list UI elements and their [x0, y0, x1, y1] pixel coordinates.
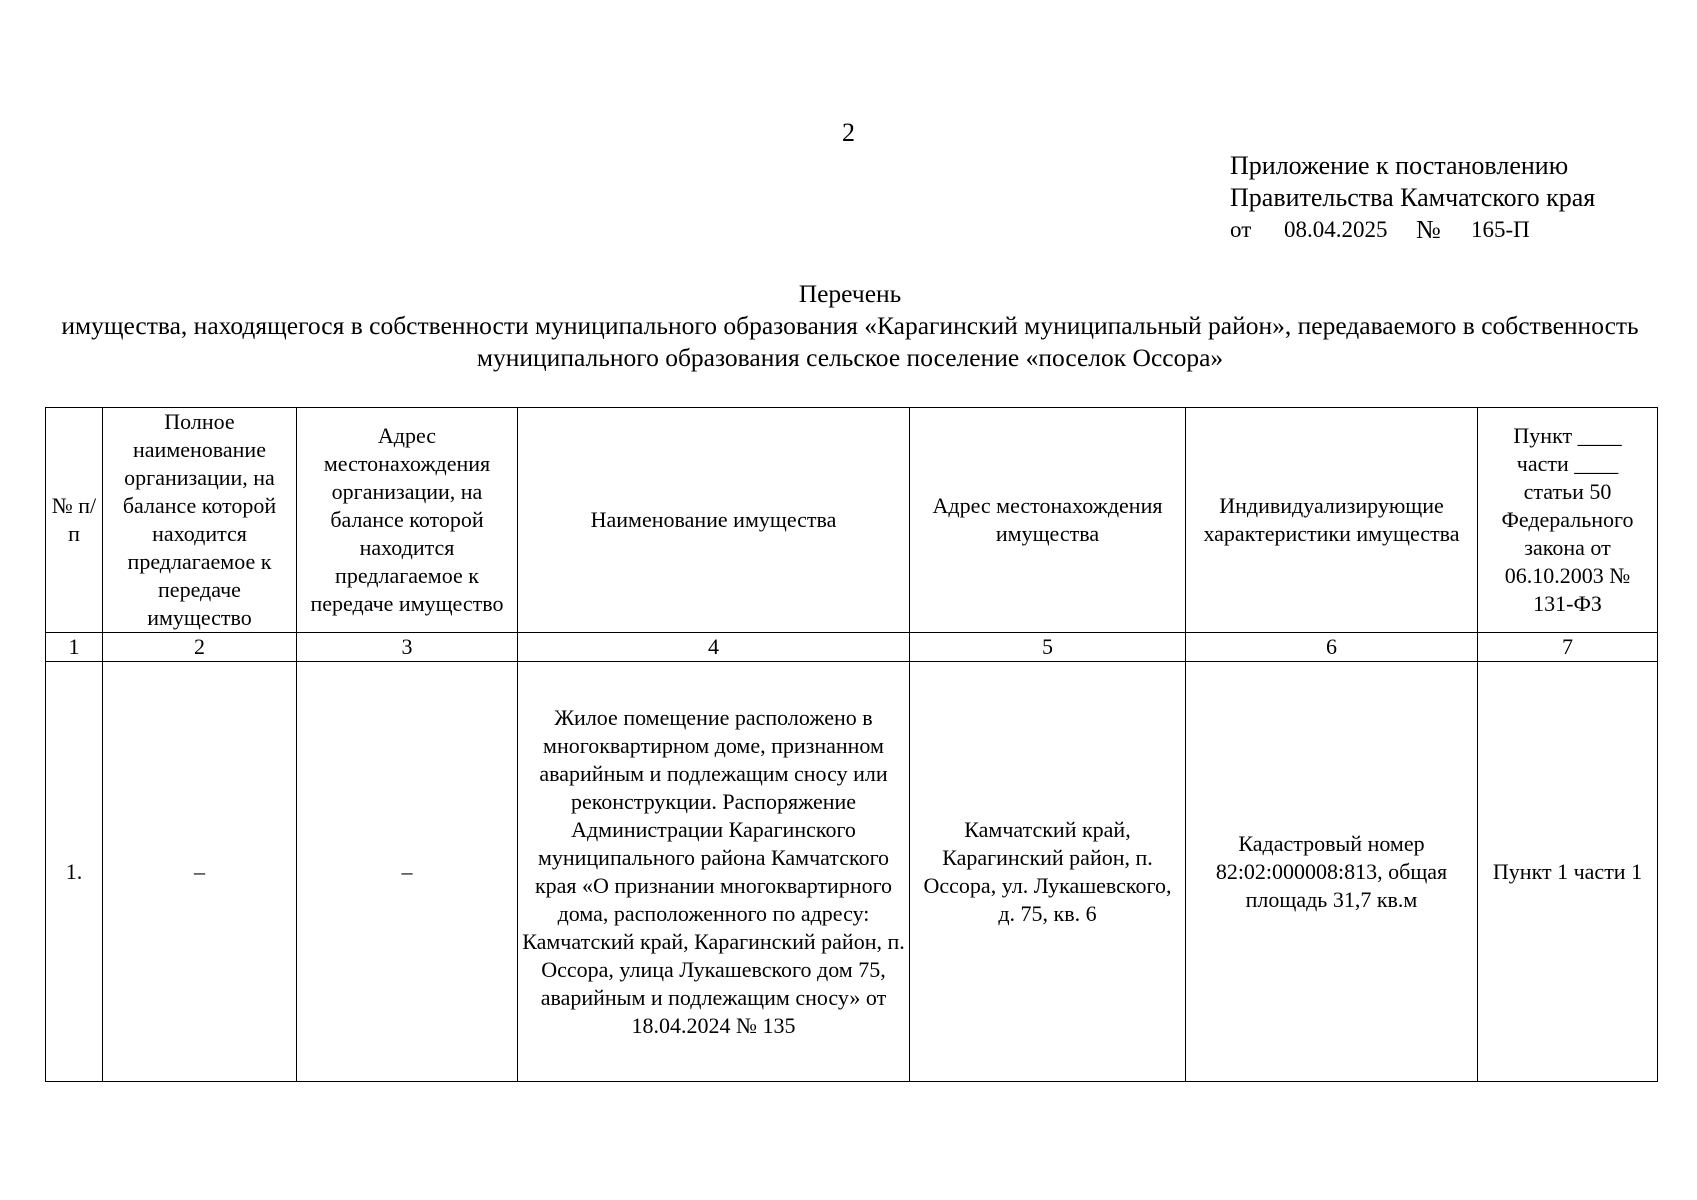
row-number: 1. [46, 662, 103, 1082]
header-cell: Наименование имущества [518, 408, 910, 633]
column-number: 6 [1186, 633, 1478, 662]
appendix-line-2: Правительства Камчатского края [1230, 183, 1596, 212]
header-cell: Индивидуализирующие характеристики имущества [1186, 408, 1478, 633]
property-name-cell: Жилое помещение расположено в многоквартирном доме, признанном аварийным и подлежащим сносу или реконструкции. Распоряжение Администрации Карагинского муниципального района Камчатского края «О признании многоквартирного дома, расположенного по адресу: Камчатский край, Карагинский район, п. Оссора, улица Лукашевского дом 75, аварийным и подлежащим сносу» от 18.04.2024 № 135 [518, 662, 910, 1082]
header-cell: № п/п [46, 408, 103, 633]
header-cell: Адрес местонахождения имущества [910, 408, 1186, 633]
document-title: Перечень [798, 279, 902, 308]
appendix-date: 08.04.2025 [1284, 217, 1388, 242]
table-row [46, 662, 1658, 1082]
appendix-block [1230, 150, 1595, 246]
org-address-cell: – [297, 662, 518, 1082]
header-cell: Адрес местонахождения организации, на балансе которой находится предлагаемое к передаче имущество [297, 408, 518, 633]
column-number: 1 [46, 633, 103, 662]
page-number: 2 [842, 118, 855, 147]
column-number: 7 [1478, 633, 1658, 662]
column-number: 4 [518, 633, 910, 662]
header-cell-line: части ____ [1516, 451, 1619, 476]
header-cell-law-clause [1478, 408, 1658, 633]
header-cell-line: статьи 50 Федерального закона от 06.10.2003 № 131-ФЗ [1501, 479, 1634, 616]
law-clause-cell: Пункт 1 части 1 [1478, 662, 1658, 1082]
appendix-from-label: от [1230, 217, 1252, 242]
property-table [45, 407, 1658, 1082]
document-heading [40, 278, 1660, 374]
appendix-number-sign: № [1416, 215, 1441, 244]
column-number-row [46, 633, 1658, 662]
org-name-cell: – [103, 662, 297, 1082]
appendix-line-3 [1230, 214, 1595, 246]
characteristics-cell: Кадастровый номер 82:02:000008:813, общая площадь 31,7 кв.м [1186, 662, 1478, 1082]
column-number: 2 [103, 633, 297, 662]
appendix-line-1: Приложение к постановлению [1230, 151, 1569, 180]
column-number: 3 [297, 633, 518, 662]
header-cell: Полное наименование организации, на балансе которой находится предлагаемое к передаче имущество [103, 408, 297, 633]
appendix-number: 165-П [1471, 217, 1530, 242]
column-number: 5 [910, 633, 1186, 662]
header-cell-line: Пункт ____ [1513, 423, 1622, 448]
table-header-row [46, 408, 1658, 633]
property-address-cell: Камчатский край, Карагинский район, п. Оссора, ул. Лукашевского, д. 75, кв. 6 [910, 662, 1186, 1082]
document-subtitle: имущества, находящегося в собственности муниципального образования «Карагинский муниципальный район», передаваемого в собственность муниципального образования сельское поселение «поселок Оссора» [61, 311, 1639, 372]
